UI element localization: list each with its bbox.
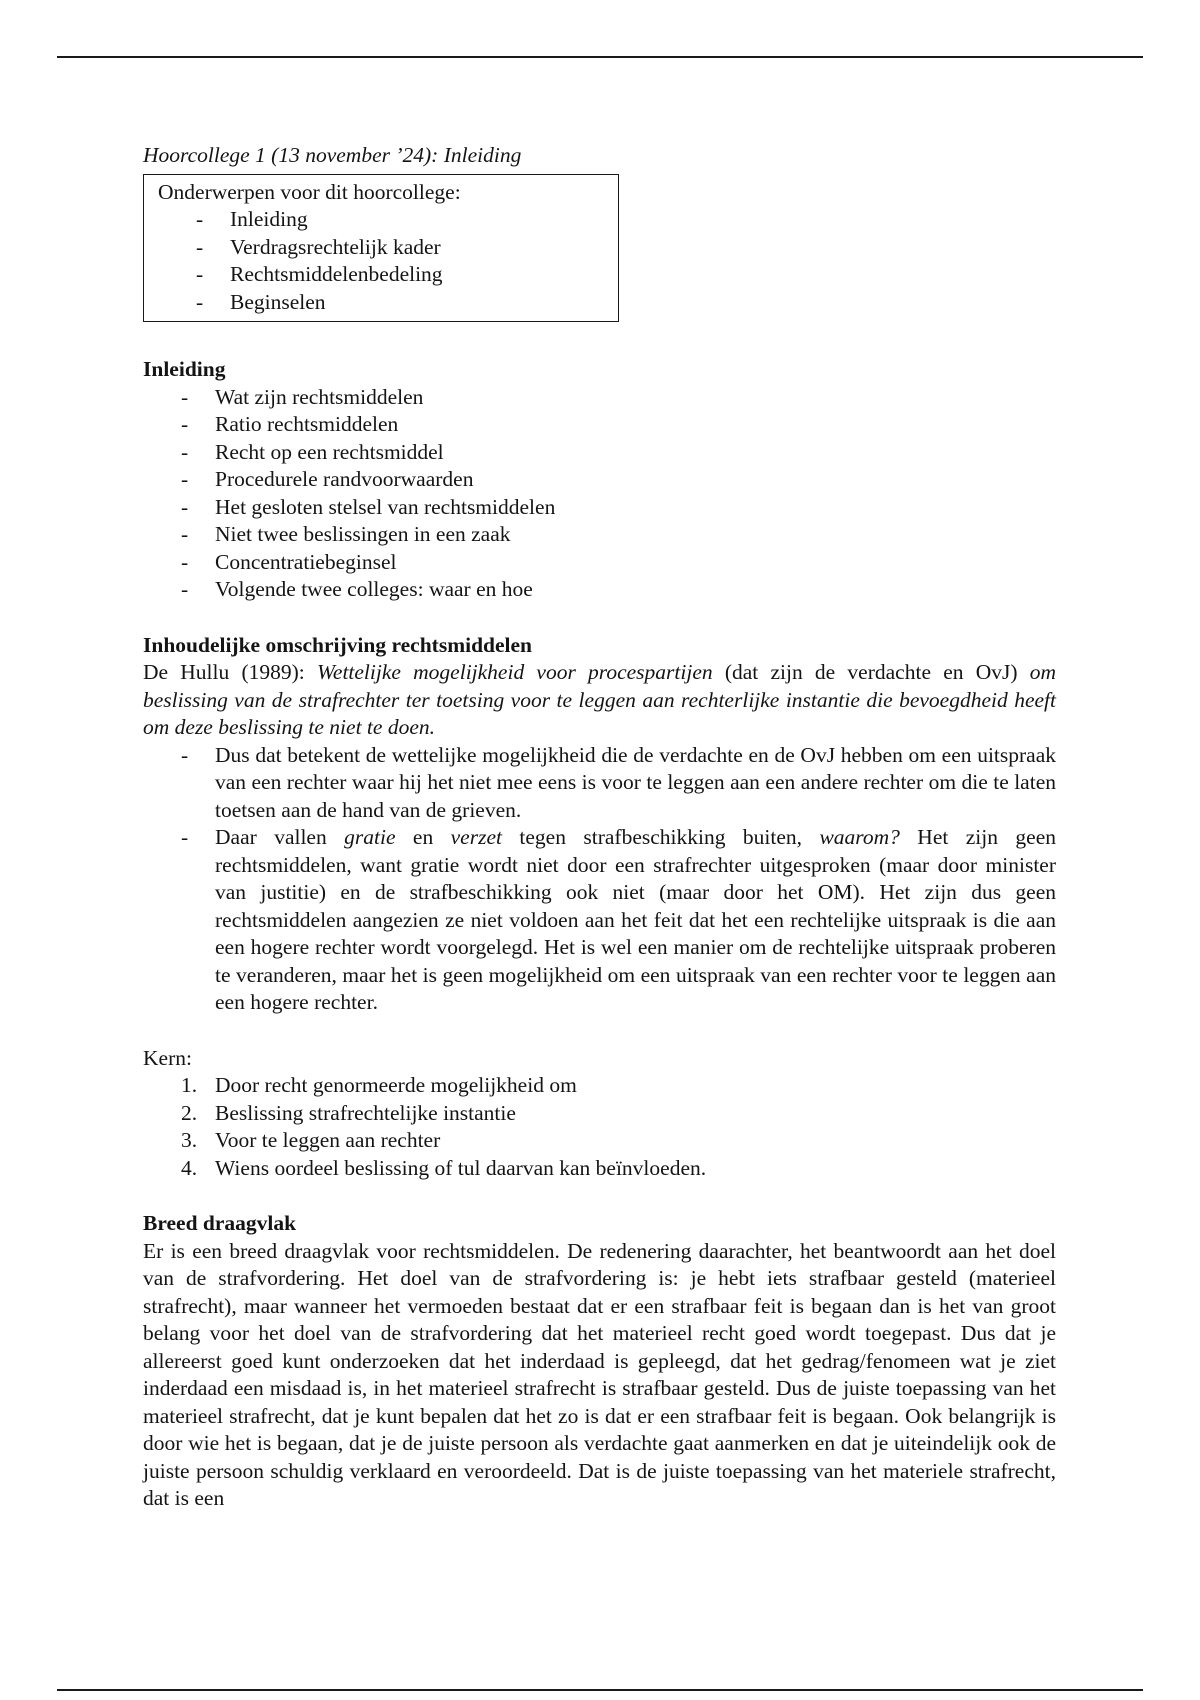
- section-heading: Inleiding: [143, 357, 226, 381]
- text-fragment: Daar vallen: [215, 825, 345, 849]
- list-item: - Dus dat betekent de wettelijke mogelijkheid die de verdachte en de OvJ hebben om een uitspraak van een rechter waar hij het niet mee eens is voor te leggen aan een andere rechter om die te laten toetsen aan de hand van de grieven.: [143, 742, 1056, 825]
- term-verzet: verzet: [450, 825, 502, 849]
- text-fragment: Het zijn geen rechtsmiddelen, want gratie wordt niet door een strafrechter uitgesproken (maar door minister van justitie) en de strafbeschikking ook niet (maar door het OM). Het zijn dus geen rechtsmiddelen aangezien ze niet voldoen aan het feit dat het een rechtelijke uitspraak is die aan een hogere rechter wordt voorgelegd. Het is wel een manier om de rechtelijke uitspraak proberen te veranderen, maar het is geen mogelijkheid om een uitspraak van een rechter voor te leggen aan een hogere rechter.: [215, 825, 1056, 1014]
- list-item: - Verdragsrechtelijk kader: [158, 234, 606, 262]
- term-gratie: gratie: [344, 825, 396, 849]
- item-number: 3.: [181, 1128, 198, 1152]
- list-item: - Procedurele randvoorwaarden: [143, 466, 1056, 494]
- list-item: - Rechtsmiddelenbedeling: [158, 261, 606, 289]
- topics-box: [143, 174, 619, 323]
- topics-list: [158, 206, 606, 316]
- list-item: - Recht op een rechtsmiddel: [143, 439, 1056, 467]
- kern-list: [143, 1072, 1056, 1182]
- item-text: Wiens oordeel beslissing of tul daarvan kan beïnvloeden.: [215, 1155, 707, 1180]
- lecture-title: Hoorcollege 1 (13 november ’24): Inleiding: [143, 143, 522, 167]
- list-item: - Het gesloten stelsel van rechtsmiddelen: [143, 494, 1056, 522]
- list-item: [143, 1072, 1056, 1100]
- draagvlak-paragraph: Er is een breed draagvlak voor rechtsmiddelen. De redenering daarachter, het beantwoordt aan het doel van de strafvordering. Het doel van de strafvordering is: je hebt iets strafbaar gesteld (materieel strafrecht), maar wanneer het vermoeden bestaat dat er een strafbaar feit is begaan dan is het van groot belang voor het doel van de strafvordering dat het materieel recht goed wordt toegepast. Dus dat je allereerst goed kunt onderzoeken dat het inderdaad is gepleegd, dat het gedrag/fenomeen wat je ziet inderdaad een misdaad is, in het materieel strafrecht is strafbaar gesteld. Dus de juiste toepassing van het materieel strafrecht, dat je kunt bepalen dat het zo is dat er een strafbaar feit is begaan. Ook belangrijk is door wie het is begaan, dat je de juiste persoon als verdachte gaat aanmerken en dat je uiteindelijk ook de juiste persoon schuldig verklaard en veroordeeld. Dat is de juiste toepassing van het materiele strafrecht, dat is een: [143, 1238, 1056, 1510]
- definition-source: De Hullu (1989):: [143, 660, 317, 684]
- item-text: Voor te leggen aan rechter: [215, 1128, 441, 1152]
- list-item: [143, 1100, 1056, 1128]
- list-item: - Wat zijn rechtsmiddelen: [143, 384, 1056, 412]
- section-inleiding: [143, 356, 1056, 604]
- kern-label: Kern:: [143, 1045, 192, 1070]
- definition-paragraph: [143, 659, 1056, 742]
- definition-italic: om beslissing van de strafrechter ter toetsing voor te leggen aan rechterlijke instantie die bevoegdheid heeft om deze beslissing te niet te doen.: [143, 660, 1056, 739]
- list-item: [143, 1127, 1056, 1155]
- text-fragment: en: [395, 825, 451, 849]
- term-waarom: waarom?: [819, 825, 900, 849]
- list-item: [143, 824, 1056, 1017]
- list-item: - Ratio rechtsmiddelen: [143, 411, 1056, 439]
- list-item: - Niet twee beslissingen in een zaak: [143, 521, 1056, 549]
- item-text: Door recht genormeerde mogelijkheid om: [215, 1073, 577, 1097]
- section-omschrijving: [143, 632, 1056, 1017]
- section-kern: [143, 1045, 1056, 1183]
- text-fragment: tegen strafbeschikking buiten,: [501, 825, 820, 849]
- list-item: - Concentratiebeginsel: [143, 549, 1056, 577]
- item-text: Beslissing strafrechtelijke instantie: [215, 1100, 516, 1125]
- item-number: 2.: [181, 1100, 198, 1125]
- list-item: - Beginselen: [158, 289, 606, 317]
- list-item: [143, 1155, 1056, 1183]
- section-heading: Inhoudelijke omschrijving rechtsmiddelen: [143, 632, 533, 657]
- item-number: 4.: [181, 1155, 198, 1180]
- section-heading: Breed draagvlak: [143, 1211, 297, 1235]
- section-draagvlak: [143, 1210, 1056, 1513]
- item-number: 1.: [181, 1073, 198, 1097]
- document-body: [143, 142, 1056, 1541]
- topics-heading: Onderwerpen voor dit hoorcollege:: [158, 179, 461, 204]
- definition-text: (dat zijn de verdachte en OvJ): [712, 660, 1030, 684]
- footer-rule: [57, 1689, 1143, 1691]
- list-item: - Volgende twee colleges: waar en hoe: [143, 576, 1056, 604]
- list-item: - Inleiding: [158, 206, 606, 234]
- header-rule: [57, 56, 1143, 58]
- inleiding-list: [143, 384, 1056, 604]
- omschrijving-list: [143, 742, 1056, 1017]
- definition-italic: Wettelijke mogelijkheid voor procespartijen: [316, 660, 713, 684]
